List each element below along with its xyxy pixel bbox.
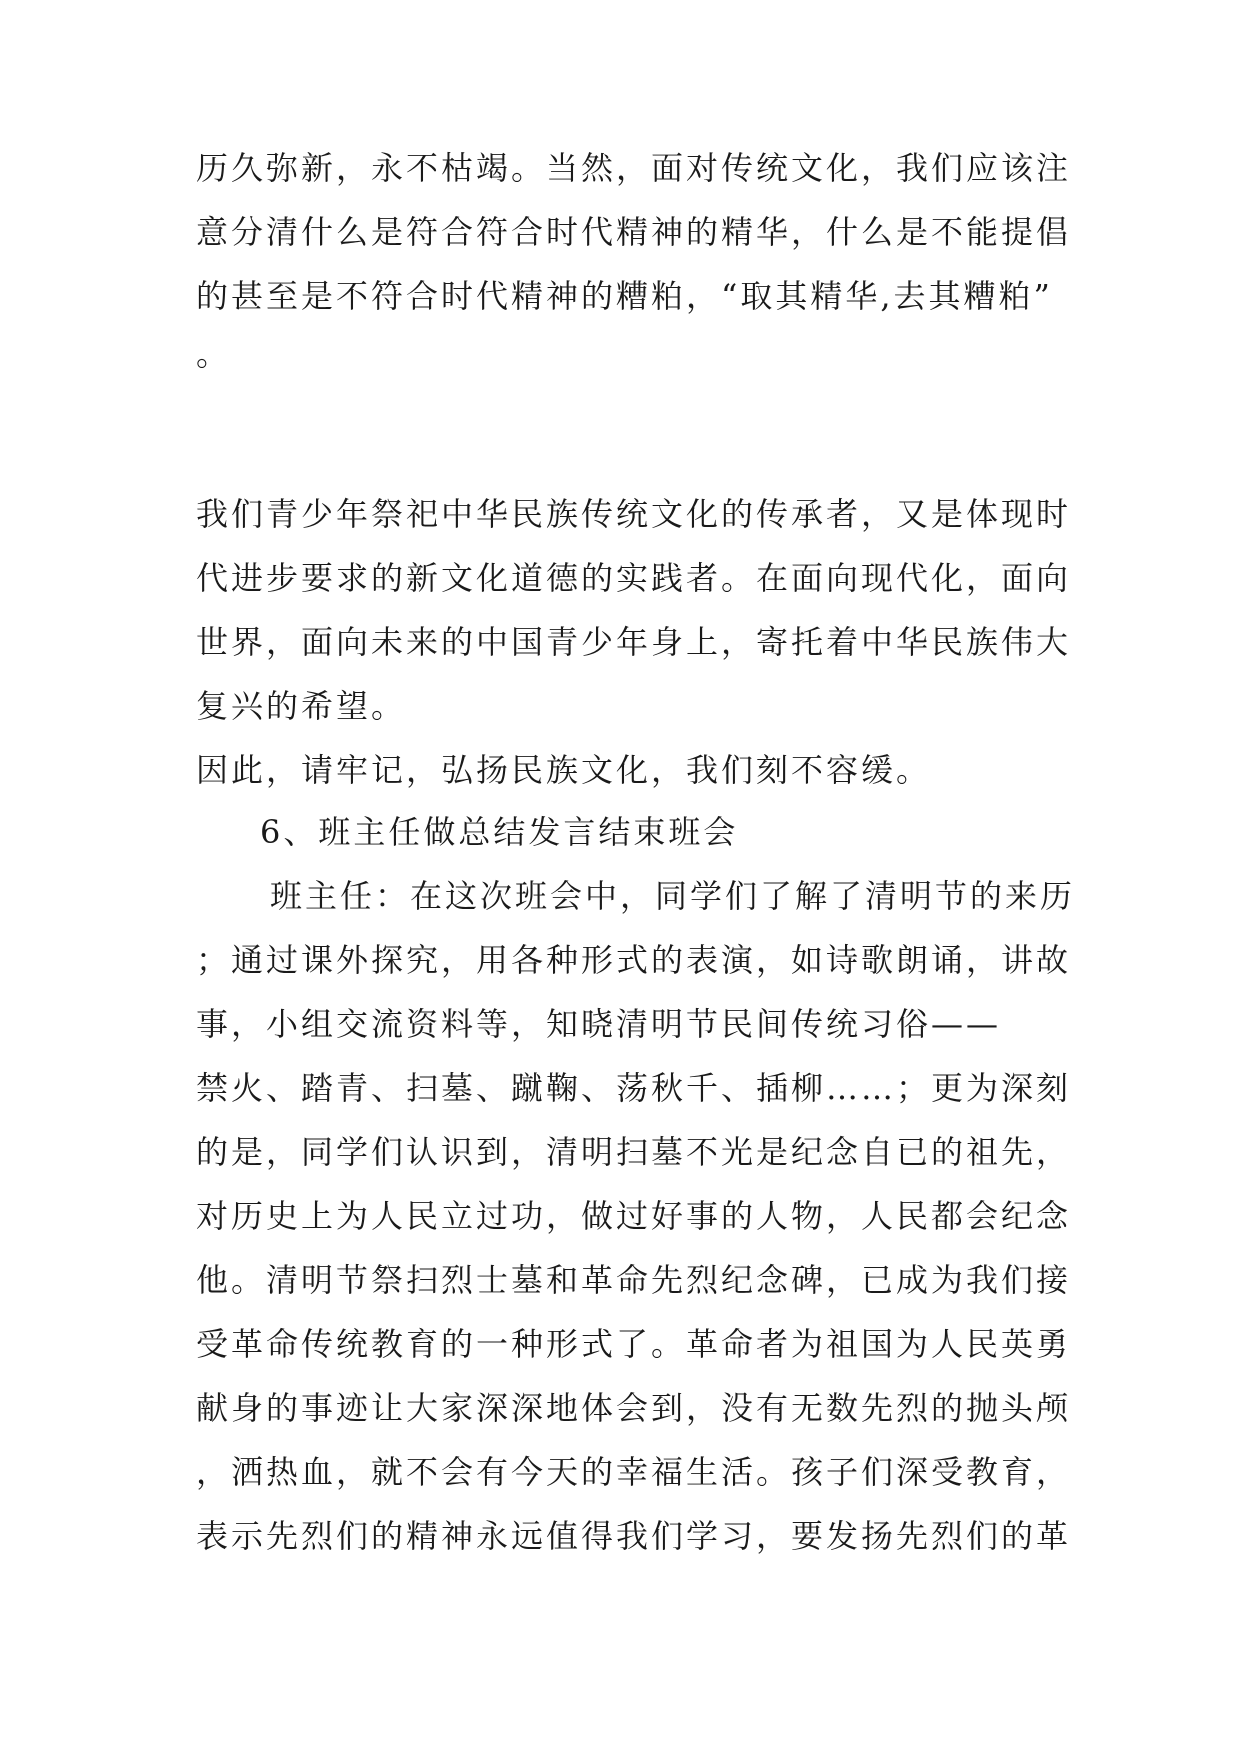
text-line: ；通过课外探究，用各种形式的表演，如诗歌朗诵，讲故	[196, 941, 1072, 979]
text-line: 复兴的希望。	[196, 687, 407, 725]
section-heading: 6、班主任做总结发言结束班会	[260, 813, 739, 851]
text-line: 我们青少年祭祀中华民族传统文化的传承者，又是体现时	[196, 495, 1072, 533]
text-line: 受革命传统教育的一种形式了。革命者为祖国为人民英勇	[196, 1325, 1072, 1363]
text-line: 的是，同学们认识到，清明扫墓不光是纪念自已的祖先，	[196, 1133, 1072, 1171]
text-line: 代进步要求的新文化道德的实践者。在面向现代化，面向	[196, 559, 1072, 597]
text-line: 世界，面向未来的中国青少年身上，寄托着中华民族伟大	[196, 623, 1072, 661]
text-line: 班主任：在这次班会中，同学们了解了清明节的来历	[270, 877, 1076, 915]
text-line: 禁火、踏青、扫墓、蹴鞠、荡秋千、插柳……；更为深刻	[196, 1069, 1072, 1107]
text-line: 对历史上为人民立过功，做过好事的人物，人民都会纪念	[196, 1197, 1072, 1235]
text-line: 的甚至是不符合时代精神的糟粕，“取其精华,去其糟粕”	[196, 277, 1053, 315]
text-line: 因此，请牢记，弘扬民族文化，我们刻不容缓。	[196, 751, 932, 789]
text-line: 事，小组交流资料等，知晓清明节民间传统习俗——	[196, 1005, 1002, 1043]
text-line: ，洒热血，就不会有今天的幸福生活。孩子们深受教育，	[196, 1453, 1072, 1491]
text-line: 他。清明节祭扫烈士墓和革命先烈纪念碑，已成为我们接	[196, 1261, 1072, 1299]
text-line: 。	[196, 335, 232, 373]
text-line: 意分清什么是符合符合时代精神的精华，什么是不能提倡	[196, 213, 1072, 251]
text-line: 献身的事迹让大家深深地体会到，没有无数先烈的抛头颅	[196, 1389, 1072, 1427]
text-line: 历久弥新，永不枯竭。当然，面对传统文化，我们应该注	[196, 149, 1072, 187]
text-line: 表示先烈们的精神永远值得我们学习，要发扬先烈们的革	[196, 1517, 1072, 1555]
